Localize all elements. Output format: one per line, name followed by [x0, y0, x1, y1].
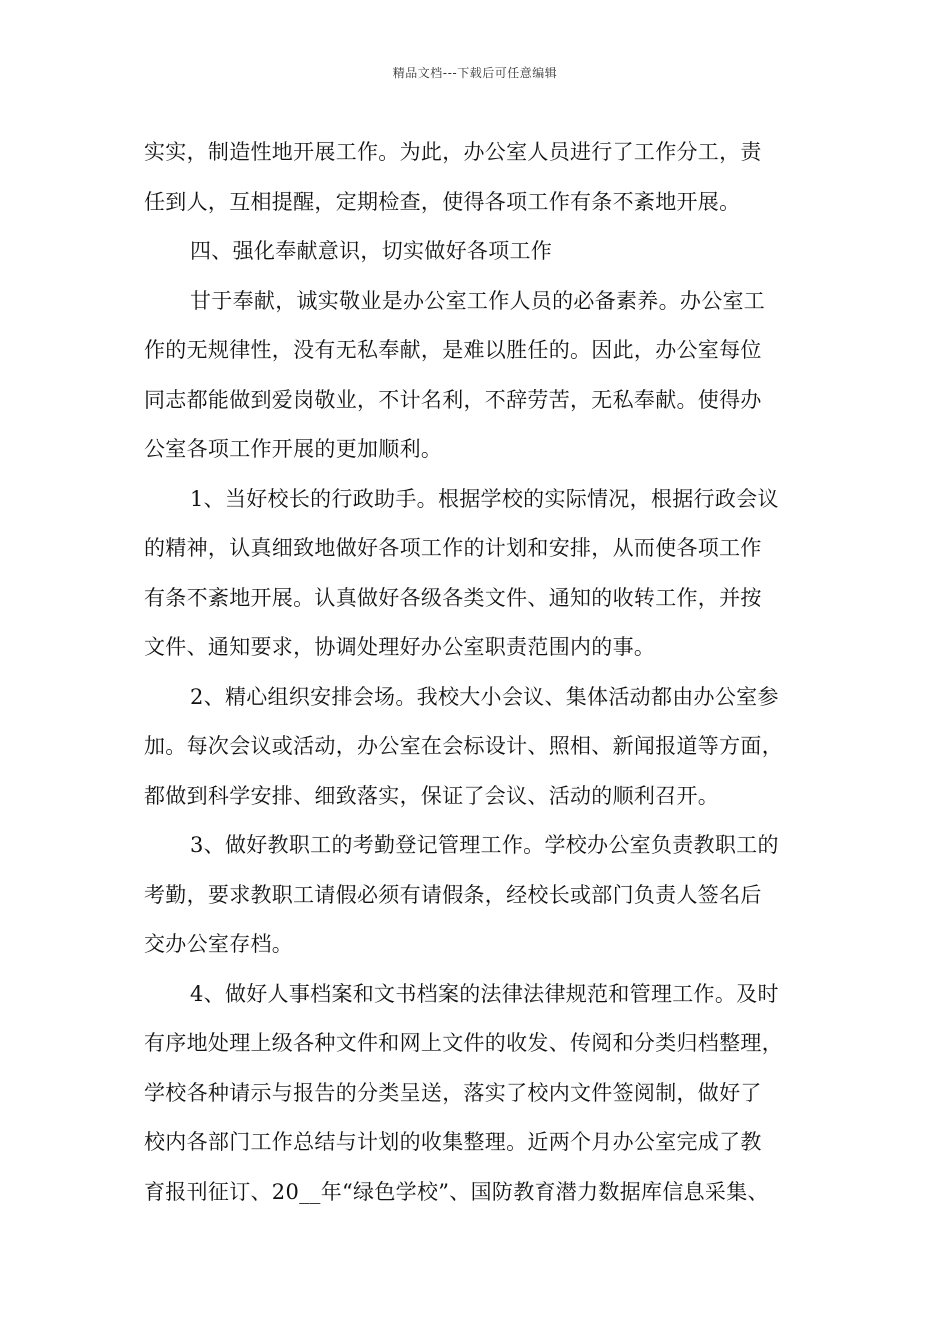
text-line: 都做到科学安排、细致落实，保证了会议、活动的顺利召开。 — [144, 783, 720, 808]
text-line: 的精神，认真细致地做好各项工作的计划和安排，从而使各项工作 — [144, 536, 762, 560]
text-line: 1、当好校长的行政助手。根据学校的实际情况，根据行政会议 — [190, 486, 779, 511]
section-heading: 四、强化奉献意识，切实做好各项工作 — [190, 239, 553, 263]
text-line: 校内各部门工作总结与计划的收集整理。近两个月办公室完成了教 — [144, 1130, 762, 1154]
text-line: 考勤，要求教职工请假必须有请假条，经校长或部门负责人签名后 — [144, 882, 762, 907]
text-line: 交办公室存档。 — [144, 932, 294, 956]
text-line: 学校各种请示与报告的分类呈送，落实了校内文件签阅制，做好了 — [144, 1080, 762, 1105]
text-line: 实实，制造性地开展工作。为此，办公室人员进行了工作分工，责 — [144, 140, 762, 164]
text-line: 任到人，互相提醒，定期检查，使得各项工作有条不紊地开展。 — [144, 189, 741, 214]
document-body — [144, 128, 816, 1217]
text-line: 有条不紊地开展。认真做好各级各类文件、通知的收转工作，并按 — [144, 585, 762, 610]
text-line: 3、做好教职工的考勤登记管理工作。学校办公室负责教职工的 — [190, 833, 779, 857]
text-line: 2、精心组织安排会场。我校大小会议、集体活动都由办公室参 — [190, 684, 779, 709]
text-line: 甘于奉献，诚实敬业是办公室工作人员的必备素养。办公室工 — [190, 288, 766, 313]
text-line: 加。每次会议或活动，办公室在会标设计、照相、新闻报道等方面， — [144, 734, 783, 758]
text-line: 有序地处理上级各种文件和网上文件的收发、传阅和分类归档整理， — [144, 1031, 783, 1055]
text-line: 4、做好人事档案和文书档案的法律法律规范和管理工作。及时 — [190, 981, 779, 1006]
page-header: 精品文档---下载后可任意编辑 — [392, 66, 558, 80]
text-line: 公室各项工作开展的更加顺利。 — [144, 437, 443, 461]
text-line: 育报刊征订、20__年“绿色学校”、国防教育潜力数据库信息采集、 — [144, 1179, 769, 1204]
text-line: 同志都能做到爱岗敬业，不计名利，不辞劳苦，无私奉献。使得办 — [144, 387, 762, 412]
text-line: 文件、通知要求，协调处理好办公室职责范围内的事。 — [144, 635, 656, 659]
text-line: 作的无规律性，没有无私奉献，是难以胜任的。因此，办公室每位 — [144, 338, 762, 362]
